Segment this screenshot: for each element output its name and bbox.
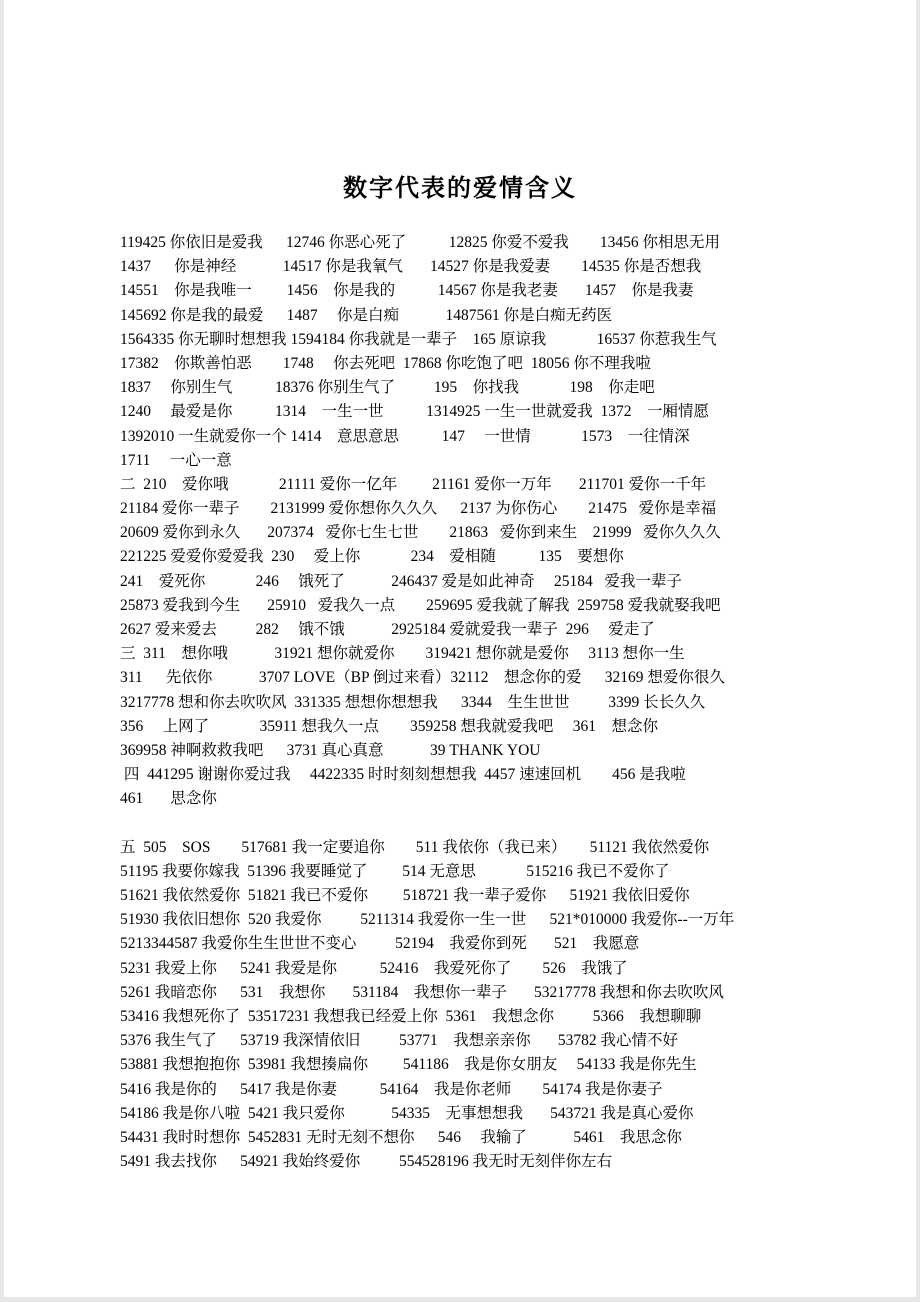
text-line: 1240 最爱是你 1314 一生一世 1314925 一生一世就爱我 1372 一厢情愿 [120,403,710,421]
text-line: 54431 我时时想你 5452831 无时无刻不想你 546 我输了 5461 我思念你 [120,1128,682,1146]
text-line: 1711 一心一意 [120,451,232,469]
text-line: 四 441295 谢谢你爱过我 4422335 时时刻刻想想我 4457 速速回机 456 是我啦 [120,766,686,784]
text-line: 3217778 想和你去吹吹风 331335 想想你想想我 3344 生生世世 3399 长长久久 [120,693,706,711]
text-line: 25873 爱我到今生 25910 爱我久一点 259695 爱我就了解我 259758 爱我就娶我吧 [120,596,721,614]
text-line: 51621 我依然爱你 51821 我已不爱你 518721 我一辈子爱你 51921 我依旧爱你 [120,887,690,905]
text-line: 53416 我想死你了 53517231 我想我已经爱上你 5361 我想念你 5366 我想聊聊 [120,1008,702,1025]
text-line: 14551 你是我唯一 1456 你是我的 14567 你是我老妻 1457 你是我妻 [120,282,694,300]
page-edge-left [0,0,4,1302]
text-line: 5376 我生气了 53719 我深情依旧 53771 我想亲亲你 53782 我心情不好 [120,1032,679,1050]
text-line: 356 上网了 35911 想我久一点 359258 想我就爱我吧 361 想念你 [120,717,659,735]
document-title: 数字代表的爱情含义 [343,176,577,202]
text-line: 51195 我要你嫁我 51396 我要睡觉了 514 无意思 515216 我已不爱你了 [120,862,670,880]
page-edge-right [916,0,920,1302]
text-line: 三 311 想你哦 31921 想你就爱你 319421 想你就是爱你 3113 想你一生 [120,645,685,663]
text-line: 20609 爱你到永久 207374 爱你七生七世 21863 爱你到来生 21999 爱你久久久 [120,524,721,542]
text-line: 5416 我是你的 5417 我是你妻 54164 我是你老师 54174 我是你妻子 [120,1080,663,1098]
text-line: 5491 我去找你 54921 我始终爱你 554528196 我无时无刻伴你左右 [120,1153,613,1171]
text-line: 369958 神啊救救我吧 3731 真心真意 39 THANK YOU [120,741,541,759]
text-line-blank [120,812,840,836]
text-line: 119425 你依旧是爱我 12746 你恶心死了 12825 你爱不爱我 13456 你相思无用 [120,234,721,251]
text-line: 241 爱死你 246 饿死了 246437 爱是如此神奇 25184 爱我一辈子 [120,572,682,590]
text-line: 5213344587 我爱你生生世世不变心 52194 我爱你到死 521 我愿意 [120,935,640,953]
text-line: 53881 我想抱抱你 53981 我想揍扁你 541186 我是你女朋友 54133 我是你先生 [120,1056,697,1074]
page-edge-bottom [0,1297,920,1302]
text-line: 五 505 SOS 517681 我一定要追你 511 我依你（我已来） 51121 我依然爱你 [120,838,710,856]
text-line: 1837 你别生气 18376 你别生气了 195 你找我 198 你走吧 [120,379,655,397]
text-line: 1564335 你无聊时想想我 1594184 你我就是一辈子 165 原谅我 16537 你惹我生气 [120,330,717,348]
text-line: 17382 你欺善怕恶 1748 你去死吧 17868 你吃饱了吧 18056 你不理我啦 [120,354,651,372]
text-line: 221225 爱爱你爱爱我 230 爱上你 234 爱相随 135 要想你 [120,548,624,566]
text-line: 21184 爱你一辈子 2131999 爱你想你久久久 2137 为你伤心 21475 爱你是幸福 [120,500,717,518]
document-body [0,231,920,1174]
text-line: 二 210 爱你哦 21111 爱你一亿年 21161 爱你一万年 211701 爱你一千年 [120,475,707,493]
text-line: 5261 我暗恋你 531 我想你 531184 我想你一辈子 53217778 我想和你去吹吹风 [120,983,724,1001]
text-line: 5231 我爱上你 5241 我爱是你 52416 我爱死你了 526 我饿了 [120,959,628,977]
text-line: 54186 我是你八啦 5421 我只爱你 54335 无事想想我 543721 我是真心爱你 [120,1104,694,1122]
text-line: 1437 你是神经 14517 你是我氧气 14527 你是我爱妻 14535 你是否想我 [120,258,702,276]
text-line: 2627 爱来爱去 282 饿不饿 2925184 爱就爱我一辈子 296 爱走了 [120,621,655,638]
text-line: 51930 我依旧想你 520 我爱你 5211314 我爱你一生一世 521*010000 我爱你--一万年 [120,911,735,929]
text-line: 311 先依你 3707 LOVE（BP 倒过来看）32112 想念你的爱 32169 想爱你很久 [120,669,725,687]
text-line: 1392010 一生就爱你一个 1414 意思意思 147 一世情 1573 一往情深 [120,427,690,445]
text-line: 461 思念你 [120,790,217,808]
text-line: 145692 你是我的最爱 1487 你是白痴 1487561 你是白痴无药医 [120,306,613,324]
